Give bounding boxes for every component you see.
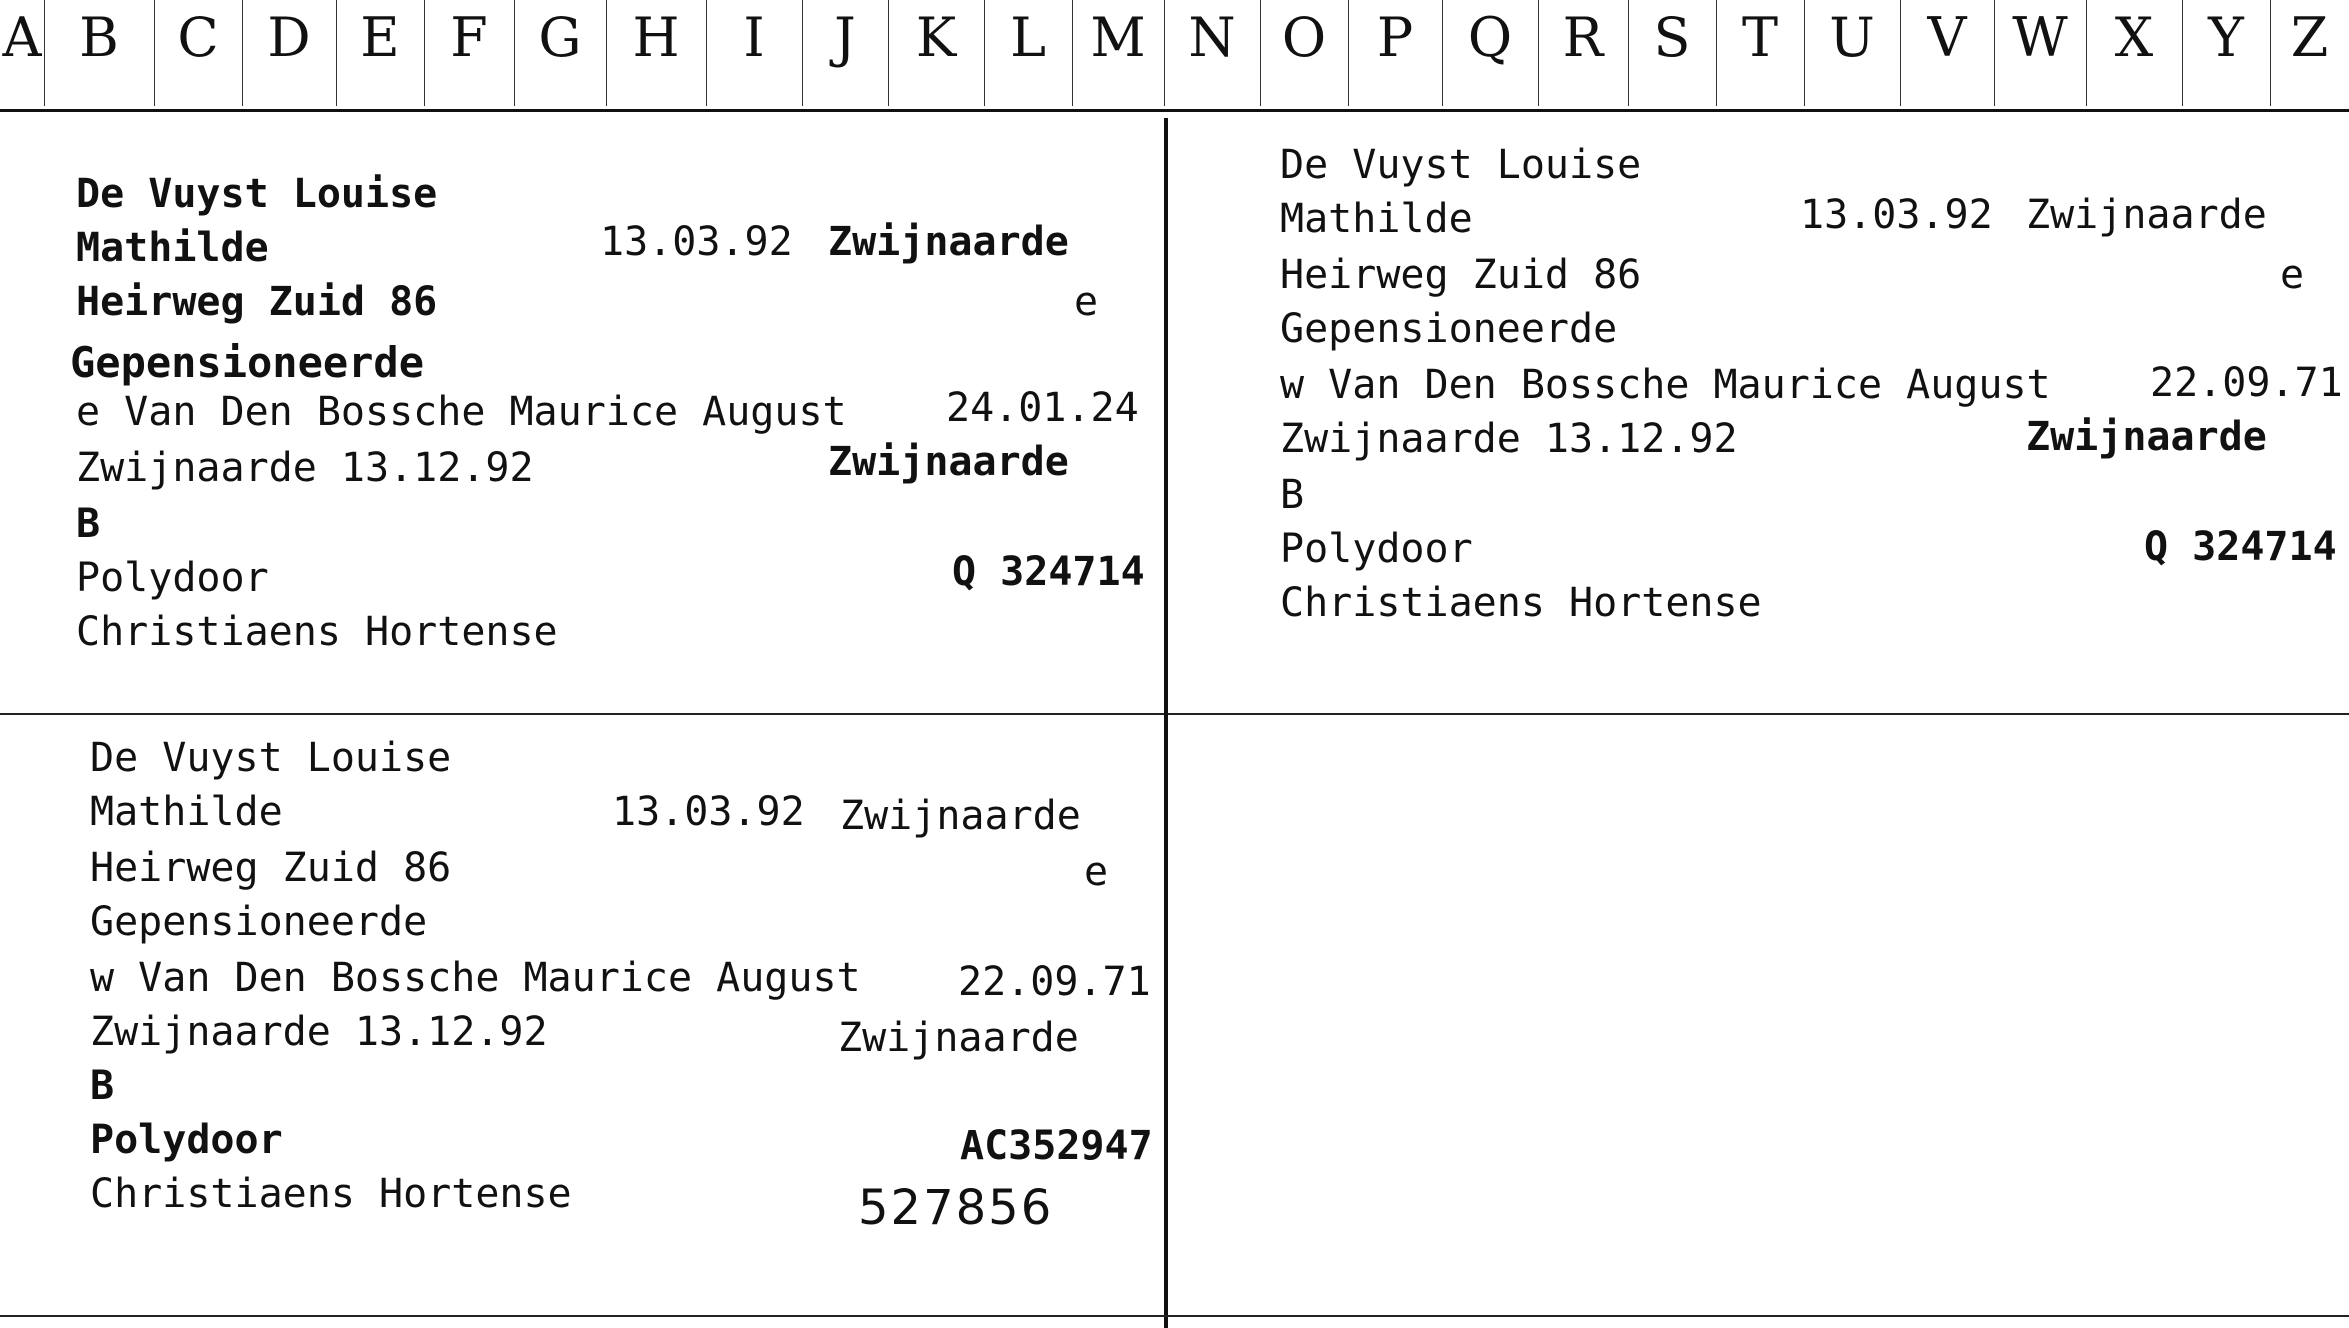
index-letter[interactable]: N: [1188, 6, 1236, 69]
index-letter[interactable]: C: [177, 6, 219, 69]
card-extra-number: 527856: [858, 1180, 1054, 1236]
index-letter[interactable]: A: [2, 6, 42, 69]
index-letter[interactable]: Q: [1467, 6, 1513, 69]
card-address: Heirweg Zuid 86: [76, 279, 438, 325]
card-death-place: Zwijnaarde: [2026, 414, 2267, 460]
card-birth-date: 13.03.92: [600, 219, 793, 265]
index-letter[interactable]: G: [538, 6, 582, 69]
record-card-bottom-left[interactable]: [90, 735, 1160, 1298]
index-letter[interactable]: U: [1829, 6, 1875, 69]
card-mother: Christiaens Hortense: [1280, 580, 1762, 626]
index-baseline: [0, 109, 2349, 112]
card-father: Polydoor: [1280, 526, 1473, 572]
card-surname: De Vuyst Louise: [90, 735, 452, 781]
card-death: Zwijnaarde 13.12.92: [90, 1009, 548, 1055]
index-letter[interactable]: M: [1090, 6, 1146, 69]
card-spouse: w Van Den Bossche Maurice August: [1280, 362, 2051, 408]
index-letter[interactable]: F: [450, 6, 488, 69]
card-mark: e: [1084, 849, 1109, 895]
index-letter[interactable]: V: [1927, 6, 1967, 69]
card-code: B: [90, 1063, 115, 1109]
index-letter[interactable]: H: [632, 6, 680, 69]
empty-card-slot: [1172, 716, 2349, 1314]
card-spouse-date: 22.09.71: [958, 959, 1151, 1005]
index-letter[interactable]: E: [360, 6, 400, 69]
index-letter[interactable]: W: [2012, 6, 2068, 69]
index-letter[interactable]: T: [1741, 6, 1779, 69]
index-letter[interactable]: X: [2114, 6, 2154, 69]
index-letter[interactable]: P: [1376, 6, 1414, 69]
card-death: Zwijnaarde 13.12.92: [76, 445, 534, 491]
card-address: Heirweg Zuid 86: [1280, 252, 1642, 298]
record-card-top-left[interactable]: [70, 170, 1156, 700]
card-given-name: Mathilde: [76, 225, 269, 271]
index-letter[interactable]: L: [1010, 6, 1046, 69]
card-spouse: e Van Den Bossche Maurice August: [76, 389, 847, 435]
card-death-place: Zwijnaarde: [828, 439, 1069, 485]
bottom-border: [0, 1315, 2349, 1317]
index-letter[interactable]: K: [915, 6, 957, 69]
alphabet-index-bar: [0, 0, 2349, 112]
index-letter[interactable]: Y: [2208, 6, 2244, 69]
card-spouse: w Van Den Bossche Maurice August: [90, 955, 861, 1001]
card-father: Polydoor: [90, 1117, 283, 1163]
card-spouse-date: 24.01.24: [946, 385, 1139, 431]
index-letter[interactable]: S: [1653, 6, 1691, 69]
center-divider: [1164, 118, 1168, 1328]
card-surname: De Vuyst Louise: [1280, 142, 1642, 188]
card-birth-date: 13.03.92: [612, 789, 805, 835]
card-given-name: Mathilde: [1280, 196, 1473, 242]
card-occupation: Gepensioneerde: [70, 338, 425, 387]
card-surname: De Vuyst Louise: [76, 171, 438, 217]
card-code: B: [76, 501, 101, 547]
card-given-name: Mathilde: [90, 789, 283, 835]
card-birth-place: Zwijnaarde: [2026, 192, 2267, 238]
card-code: B: [1280, 472, 1305, 518]
index-letter[interactable]: D: [267, 6, 311, 69]
card-separator-left: [0, 713, 1164, 715]
card-mother: Christiaens Hortense: [90, 1171, 572, 1217]
card-occupation: Gepensioneerde: [90, 899, 428, 945]
card-mark: e: [1074, 279, 1099, 325]
card-reference: AC352947: [960, 1123, 1153, 1169]
card-mark: e: [2280, 252, 2305, 298]
card-father: Polydoor: [76, 555, 269, 601]
card-reference: Q 324714: [2144, 524, 2337, 570]
card-birth-place: Zwijnaarde: [840, 793, 1081, 839]
card-reference: Q 324714: [952, 549, 1145, 595]
card-birth-place: Zwijnaarde: [828, 219, 1069, 265]
index-letter[interactable]: O: [1281, 6, 1327, 69]
card-occupation: Gepensioneerde: [1280, 306, 1618, 352]
record-card-top-right[interactable]: [1280, 142, 2349, 665]
index-letter[interactable]: I: [743, 6, 765, 69]
card-address: Heirweg Zuid 86: [90, 845, 452, 891]
card-death: Zwijnaarde 13.12.92: [1280, 416, 1738, 462]
index-letter[interactable]: Z: [2290, 6, 2329, 69]
card-death-place: Zwijnaarde: [838, 1015, 1079, 1061]
index-letter[interactable]: R: [1562, 6, 1604, 69]
card-separator-right: [1168, 713, 2349, 715]
index-letter[interactable]: B: [79, 6, 119, 69]
card-spouse-date: 22.09.71: [2150, 360, 2343, 406]
card-mother: Christiaens Hortense: [76, 609, 558, 655]
card-birth-date: 13.03.92: [1800, 192, 1993, 238]
index-letter[interactable]: J: [834, 6, 856, 69]
